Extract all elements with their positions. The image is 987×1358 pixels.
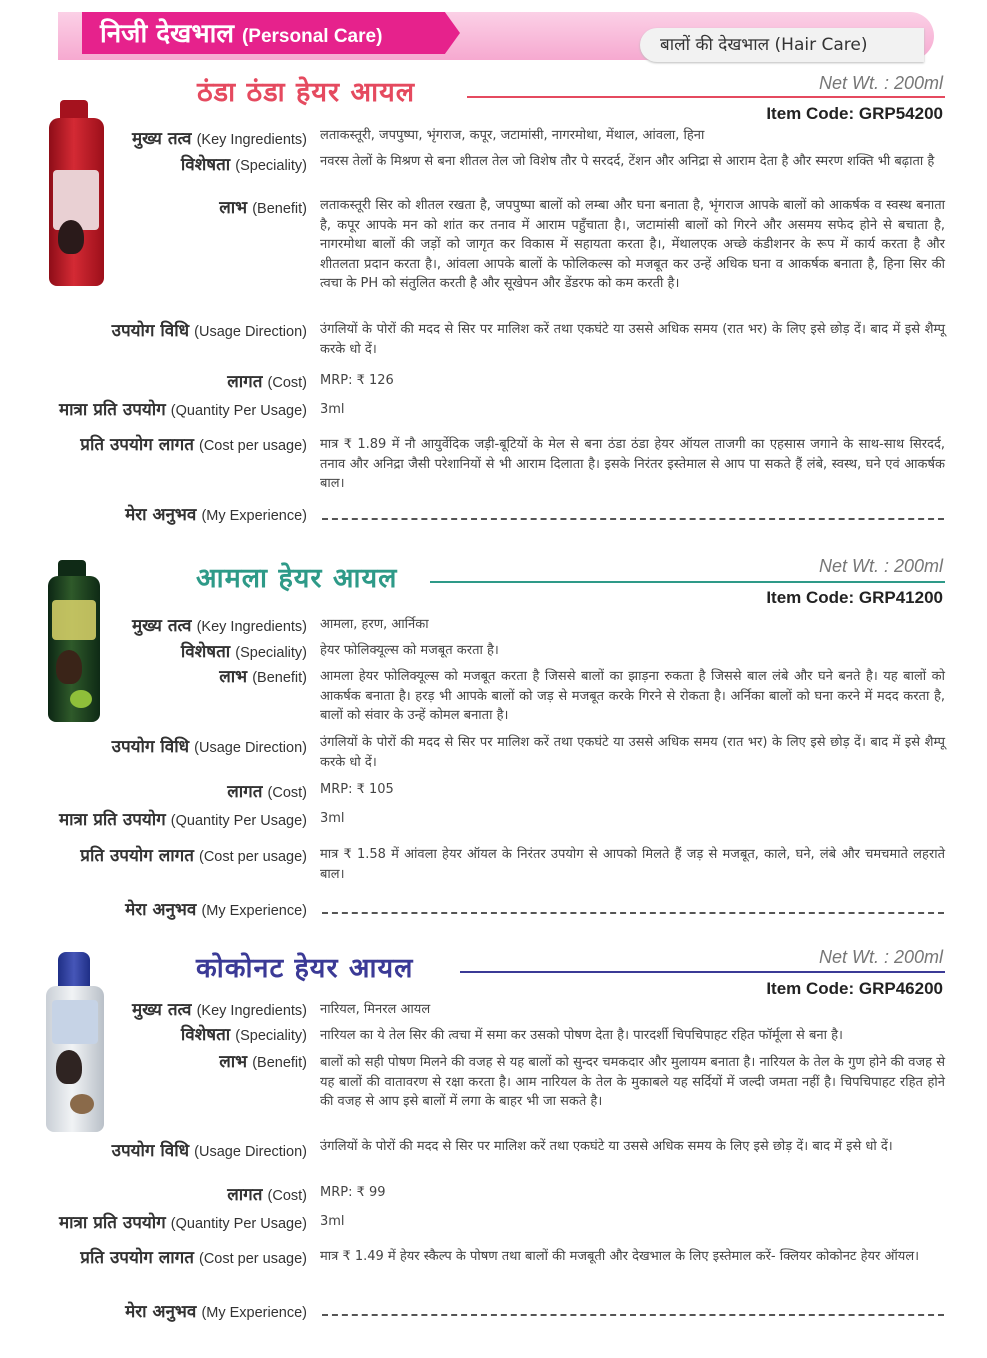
label-cost: लागत (Cost): [227, 782, 307, 802]
section-title: [100, 15, 382, 53]
net-weight: Net Wt. : 200ml: [818, 947, 943, 967]
product-title: ठंडा ठंडा हेयर आयल: [197, 77, 416, 108]
label-benefit: लाभ (Benefit): [219, 198, 307, 218]
cost-per-usage-value: मात्र ₹ 1.89 में नौ आयुर्वेदिक जड़ी-बूटियों के मेल से बना ठंडा ठंडा हेयर ऑयल ताजगी का एहसास जगाने के साथ-साथ सिरदर्द, तनाव और अनिद्रा जैसी परेशानियों से भी आराम दिलाता है। इसके निरंतर इस्तेमाल से आप पा सकते हैं लंबे, स्वस्थ, घने एवं आकर्षक बाल।: [320, 437, 945, 491]
title-underline: [467, 96, 945, 98]
label-cost: लागत (Cost): [227, 1185, 307, 1205]
ingredients-value: लताकस्तूरी, जपपुष्पा, भृंगराज, कपूर, जटामांसी, नागरमोथा, मेंथाल, आंवला, हिना: [320, 128, 705, 143]
item-code: Item Code: GRP41200: [766, 588, 943, 607]
net-weight: Net Wt. : 200ml: [818, 556, 943, 576]
item-code: Item Code: GRP46200: [766, 979, 943, 998]
quantity-value: 3ml: [320, 1214, 345, 1229]
label-cost-per-usage: प्रति उपयोग लागत (Cost per usage): [80, 846, 307, 866]
bottle-cap: [58, 952, 90, 988]
category-tab: बालों की देखभाल (Hair Care): [640, 28, 924, 62]
bottle-label: [52, 600, 96, 640]
amla-fruit-image: [70, 690, 92, 708]
ingredients-value: आमला, हरण, आर्निका: [320, 617, 429, 632]
bottle-model-face: [58, 220, 84, 254]
benefit-value: आमला हेयर फोलिक्यूल्स को मजबूत करता है जिससे बालों का झाड़ना रुकता है जिससे बाल लंबे और घने बनते है। यह बालों को आकर्षक बनाता है। हरड़ भी आपके बालों को जड़ से मजबूत करके गिरने से रोकता है। अर्निका बालों को घना करने में मदद करता है, बालों को संवार के उन्हें कोमल बनाता है।: [320, 669, 945, 723]
label-speciality: विशेषता (Speciality): [180, 1025, 307, 1045]
label-usage: उपयोग विधि (Usage Direction): [111, 737, 307, 757]
label-ingredients: मुख्य तत्व (Key Ingredients): [131, 129, 307, 149]
speciality-value: हेयर फोलिक्यूल्स को मजबूत करता है।: [320, 643, 499, 658]
quantity-value: 3ml: [320, 811, 345, 826]
coconut-image: [70, 1094, 94, 1114]
label-experience: मेरा अनुभव (My Experience): [125, 505, 307, 525]
label-ingredients: मुख्य तत्व (Key Ingredients): [131, 616, 307, 636]
cost-value: MRP: ₹ 99: [320, 1185, 386, 1200]
experience-input-line[interactable]: [322, 912, 944, 914]
label-quantity: मात्रा प्रति उपयोग (Quantity Per Usage): [58, 810, 307, 830]
benefit-value: बालों को सही पोषण मिलने की वजह से यह बालों को सुन्दर चमकदार और मुलायम बनाता है। नारियल के तेल के गुण होने की वजह से यह बालों की वातावरण से रक्षा करता है। आम नारियल के तेल के मुकाबले यह सर्दियों में जल्दी जमता नहीं है। चिपचिपाहट रहित होने की वजह से आप इसे बालों में लगा के बाहर भी जा सकते है।: [320, 1055, 945, 1109]
bottle-label: [52, 1000, 98, 1044]
label-experience: मेरा अनुभव (My Experience): [125, 1302, 307, 1322]
net-weight: Net Wt. : 200ml: [818, 73, 943, 93]
ingredients-value: नारियल, मिनरल आयल: [320, 1002, 431, 1017]
label-speciality: विशेषता (Speciality): [180, 642, 307, 662]
speciality-value: नवरस तेलों के मिश्रण से बना शीतल तेल जो विशेष तौर पे सरदर्द, टेंशन और अनिद्रा से आराम देता है और स्मरण शक्ति भी बढ़ाता है: [320, 154, 935, 169]
label-ingredients: मुख्य तत्व (Key Ingredients): [131, 1000, 307, 1020]
bottle-model-face: [56, 1050, 82, 1084]
speciality-value: नारियल का ये तेल सिर की त्वचा में समा कर उसको पोषण देता है। पारदर्शी चिपचिपाहट रहित फॉर्मूला से बना है।: [320, 1028, 843, 1043]
section-title-english: (Personal Care): [241, 26, 383, 47]
usage-value: उंगलियों के पोरों की मदद से सिर पर मालिश करें तथा एकघंटे या उससे अधिक समय (रात भर) के लिए इसे छोड़ दें। बाद में इसे शैम्पू करके धो दें।: [320, 735, 945, 770]
cost-value: MRP: ₹ 126: [320, 373, 394, 388]
usage-value: उंगलियों के पोरों की मदद से सिर पर मालिश करें तथा एकघंटे या उससे अधिक समय के लिए इसे छोड़ दें। बाद में इसे धो दें।: [320, 1139, 893, 1154]
label-quantity: मात्रा प्रति उपयोग (Quantity Per Usage): [58, 400, 307, 420]
title-underline: [460, 971, 945, 973]
experience-input-line[interactable]: [322, 1314, 944, 1316]
cost-per-usage-value: मात्र ₹ 1.58 में आंवला हेयर ऑयल के निरंतर उपयोग से आपको मिलते हैं जड़ से मजबूत, काले, घने, लंबे और चमचमाते लहराते बाल।: [320, 847, 945, 882]
cost-value: MRP: ₹ 105: [320, 782, 394, 797]
benefit-value: लताकस्तूरी सिर को शीतल रखता है, जपपुष्पा बालों को लम्बा और घना बनाता है, भृंगराज आपके बालों को आकर्षक व स्वस्थ बनाता है, कपूर आपके मन को शांत कर तनाव में आराम पहुँचाता है।, जटामांसी बालों को गिरने और असमय सफेद होने से बचाता है, नागरमोथा बालों की जड़ों को जागृत कर विकास में सहायता करता है।, मेंथालएक अच्छे कंडीशनर के रूप में कार्य करता है और शीतलता प्रदान करता है।, आंवला आपके बालों के फोलिकल्स को मजबूत कर उन्हें अधिक घना व आकर्षक बनाता है, हिना सिर की त्वचा के PH को संतुलित करती है और सूखेपन और डेंडरफ को कम करती है।: [320, 198, 945, 291]
label-usage: उपयोग विधि (Usage Direction): [111, 1141, 307, 1161]
bottle-model-face: [56, 650, 82, 684]
label-quantity: मात्रा प्रति उपयोग (Quantity Per Usage): [58, 1213, 307, 1233]
label-experience: मेरा अनुभव (My Experience): [125, 900, 307, 920]
label-speciality: विशेषता (Speciality): [180, 155, 307, 175]
title-underline: [430, 581, 945, 583]
experience-input-line[interactable]: [322, 518, 944, 520]
label-usage: उपयोग विधि (Usage Direction): [111, 321, 307, 341]
item-code: Item Code: GRP54200: [766, 104, 943, 123]
quantity-value: 3ml: [320, 402, 345, 417]
usage-value: उंगलियों के पोरों की मदद से सिर पर मालिश करें तथा एकघंटे या उससे अधिक समय (रात भर) के लिए इसे छोड़ दें। बाद में इसे शैम्पू करके धो दें।: [320, 322, 945, 357]
label-benefit: लाभ (Benefit): [219, 1052, 307, 1072]
label-cost-per-usage: प्रति उपयोग लागत (Cost per usage): [80, 435, 307, 455]
cost-per-usage-value: मात्र ₹ 1.49 में हेयर स्कैल्प के पोषण तथा बालों की मजबूती और देखभाल के लिए इस्तेमाल करें- क्लियर कोकोनट हेयर ऑयल।: [320, 1249, 920, 1264]
label-cost: लागत (Cost): [227, 372, 307, 392]
product-title: कोकोनट हेयर आयल: [196, 953, 414, 984]
product-title: आमला हेयर आयल: [196, 563, 398, 594]
label-cost-per-usage: प्रति उपयोग लागत (Cost per usage): [80, 1248, 307, 1268]
section-title-hindi: निजी देखभाल: [100, 19, 234, 49]
label-benefit: लाभ (Benefit): [219, 667, 307, 687]
